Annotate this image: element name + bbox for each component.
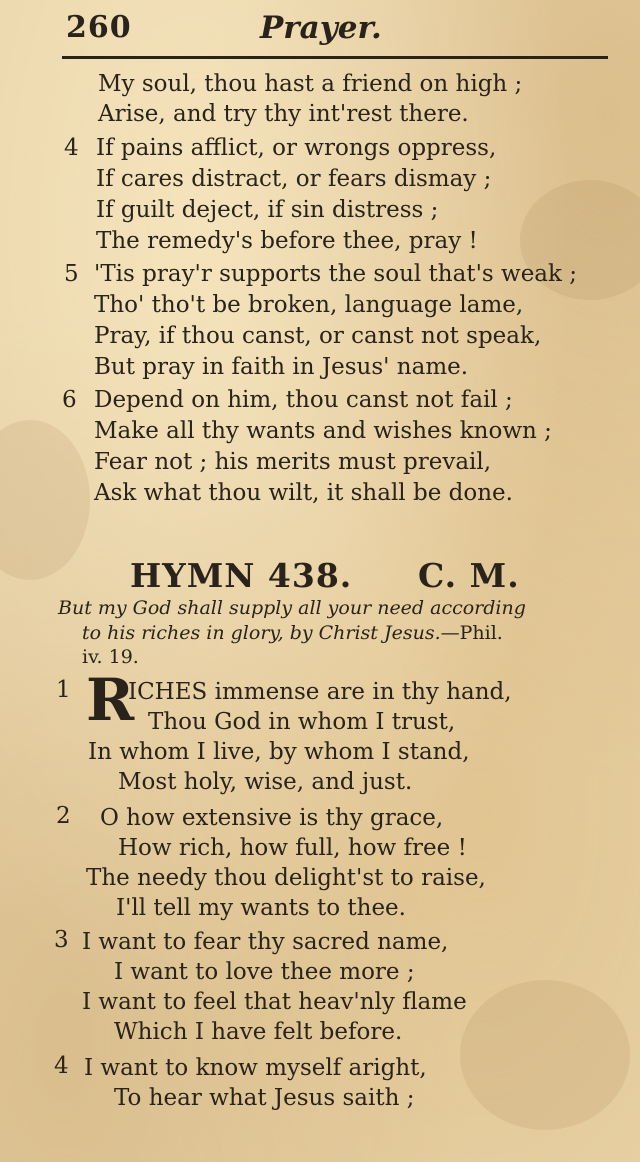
stanza-number: 4 <box>54 1053 69 1079</box>
epigraph-reference: iv. 19. <box>82 646 139 668</box>
verse-line: Arise, and try thy int'rest there. <box>98 101 469 127</box>
verse-line: Tho' tho't be broken, language lame, <box>94 292 524 318</box>
verse-line: I'll tell my wants to thee. <box>116 895 406 921</box>
stanza-number: 3 <box>54 927 69 953</box>
verse-line: But pray in faith in Jesus' name. <box>94 354 469 380</box>
hymn-meter: C. M. <box>418 556 520 595</box>
verse-line: Depend on him, thou canst not fail ; <box>94 387 513 413</box>
verse-line: I want to feel that heav'nly flame <box>82 989 467 1015</box>
stanza-number: 5 <box>64 261 79 287</box>
verse-line: ICHES immense are in thy hand, <box>128 679 512 705</box>
verse-line: I want to love thee more ; <box>114 959 415 985</box>
verse-line: If pains afflict, or wrongs oppress, <box>96 135 497 161</box>
verse-line: Fear not ; his merits must prevail, <box>94 449 492 475</box>
stanza-number: 4 <box>64 135 79 161</box>
epigraph-line <box>82 621 503 645</box>
verse-line: Which I have felt before. <box>114 1019 403 1045</box>
verse-line: Most holy, wise, and just. <box>118 769 413 795</box>
page-number: 260 <box>66 10 132 45</box>
verse-line: I want to know myself aright, <box>84 1055 427 1081</box>
verse-line: The needy thou delight'st to raise, <box>86 865 486 891</box>
verse-line: I want to fear thy sacred name, <box>82 929 449 955</box>
epigraph-reference: —Phil. <box>440 622 503 644</box>
paper-stain <box>0 420 90 580</box>
verse-line: In whom I live, by whom I stand, <box>88 739 470 765</box>
page-header <box>62 10 608 56</box>
verse-line: Ask what thou wilt, it shall be done. <box>94 480 513 506</box>
verse-line: 'Tis pray'r supports the soul that's weak ; <box>94 261 578 287</box>
stanza-number: 6 <box>62 387 77 413</box>
paper-stain <box>460 980 630 1130</box>
epigraph-text: to his riches in glory, by Christ Jesus. <box>82 622 441 644</box>
verse-line: Pray, if thou canst, or canst not speak, <box>94 323 542 349</box>
verse-line: How rich, how full, how free ! <box>118 835 467 861</box>
verse-line: If cares distract, or fears dismay ; <box>96 166 492 192</box>
verse-line: The remedy's before thee, pray ! <box>96 228 478 254</box>
hymn-title: HYMN 438. <box>130 556 353 595</box>
running-head: Prayer. <box>260 10 382 46</box>
verse-line: My soul, thou hast a friend on high ; <box>98 71 523 97</box>
verse-line: O how extensive is thy grace, <box>100 805 444 831</box>
verse-line: If guilt deject, if sin distress ; <box>96 197 439 223</box>
header-rule <box>62 56 608 59</box>
stanza-number: 1 <box>56 677 71 703</box>
verse-line: Thou God in whom I trust, <box>148 709 456 735</box>
stanza-number: 2 <box>56 803 71 829</box>
verse-line: Make all thy wants and wishes known ; <box>94 418 552 444</box>
verse-line: To hear what Jesus saith ; <box>114 1085 415 1111</box>
epigraph-line: But my God shall supply all your need according <box>58 597 526 619</box>
drop-cap: R <box>86 666 135 734</box>
